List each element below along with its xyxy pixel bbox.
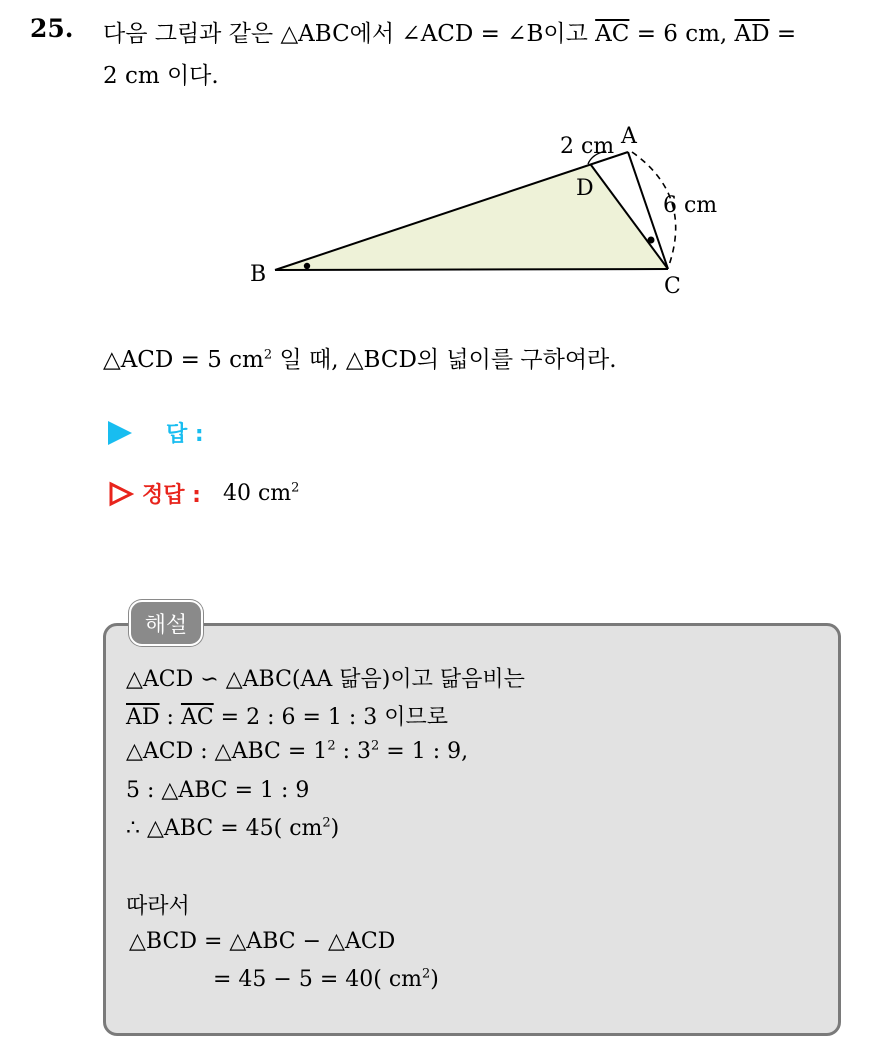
length-ac: 6 cm bbox=[663, 193, 718, 218]
correct-answer-number: 40 cm bbox=[222, 481, 292, 506]
explanation-segment-ac: $\overline{AC}$ bbox=[180, 705, 214, 730]
answer-row[interactable] bbox=[108, 417, 204, 448]
length-ad: 2 cm bbox=[560, 134, 615, 159]
correct-answer-sup: 2 bbox=[291, 480, 300, 496]
explanation-line-5-a: ∴ △ABC = 45( cm bbox=[126, 816, 323, 841]
correct-answer-label: 정답 : bbox=[142, 483, 201, 508]
explanation-tab: 해설 bbox=[129, 600, 203, 646]
explanation-sup: 2 bbox=[327, 738, 336, 754]
segment-ac: $\overline{AC}$ bbox=[595, 21, 630, 47]
explanation-line-3-c: = 1 : 9, bbox=[379, 739, 469, 764]
explanation-line-8-a: = 45 − 5 = 40( cm bbox=[213, 967, 423, 992]
triangle-bcd-fill bbox=[275, 165, 668, 270]
explanation-line-2-rest: = 2 : 6 = 1 : 3 이므로 bbox=[213, 705, 449, 730]
side-bc bbox=[275, 269, 668, 270]
explanation-line-5 bbox=[126, 816, 339, 841]
explanation-line-3-a: △ACD : △ABC = 1 bbox=[126, 739, 328, 764]
label-c: C bbox=[664, 274, 681, 299]
sub-question-suffix: 일 때, △BCD의 넓이를 구하여라. bbox=[272, 347, 617, 373]
sub-question-sup: 2 bbox=[263, 347, 273, 363]
explanation-line-8-b: ) bbox=[430, 967, 439, 992]
angle-mark-c bbox=[648, 237, 655, 244]
label-d: D bbox=[576, 176, 594, 201]
explanation-line-1: △ACD ∽ △ABC(AA 닮음)이고 닮음비는 bbox=[126, 667, 525, 692]
sub-question bbox=[103, 341, 617, 374]
answer-label: 답 : bbox=[166, 422, 204, 447]
explanation-line-3 bbox=[126, 739, 468, 764]
angle-mark-b bbox=[304, 263, 310, 269]
explanation-line-5-b: ) bbox=[330, 816, 340, 841]
explanation-line-3-b: : 3 bbox=[335, 739, 371, 764]
explanation-colon: : bbox=[159, 705, 181, 730]
question-text-line2: 2 cm 이다. bbox=[103, 63, 219, 89]
sub-question-prefix: △ACD = 5 cm bbox=[103, 347, 264, 373]
correct-answer-row bbox=[108, 478, 299, 509]
question-text-mid: = 6 cm, bbox=[629, 21, 735, 47]
explanation-sup: 2 bbox=[422, 966, 431, 982]
explanation-sup: 2 bbox=[371, 738, 380, 754]
explanation-line-2 bbox=[126, 700, 448, 731]
explanation-line-6: 따라서 bbox=[126, 894, 190, 919]
play-arrow-icon bbox=[108, 421, 132, 445]
outline-arrow-icon bbox=[108, 481, 134, 507]
question-text-prefix: 다음 그림과 같은 △ABC에서 ∠ACD = ∠B이고 bbox=[103, 21, 596, 47]
correct-answer-value bbox=[223, 481, 299, 506]
triangle-figure bbox=[0, 0, 884, 320]
label-b: B bbox=[250, 262, 267, 287]
explanation-line-8 bbox=[213, 967, 439, 992]
explanation-line-7: △BCD = △ABC − △ACD bbox=[129, 929, 396, 954]
explanation-segment-ad: $\overline{AD}$ bbox=[126, 705, 160, 730]
explanation-line-4: 5 : △ABC = 1 : 9 bbox=[126, 778, 310, 803]
explanation-sup: 2 bbox=[322, 815, 331, 831]
question-number: 25. bbox=[30, 14, 74, 43]
segment-ad: $\overline{AD}$ bbox=[734, 21, 770, 47]
label-a: A bbox=[621, 124, 637, 149]
question-text-suffix: = bbox=[769, 21, 797, 47]
